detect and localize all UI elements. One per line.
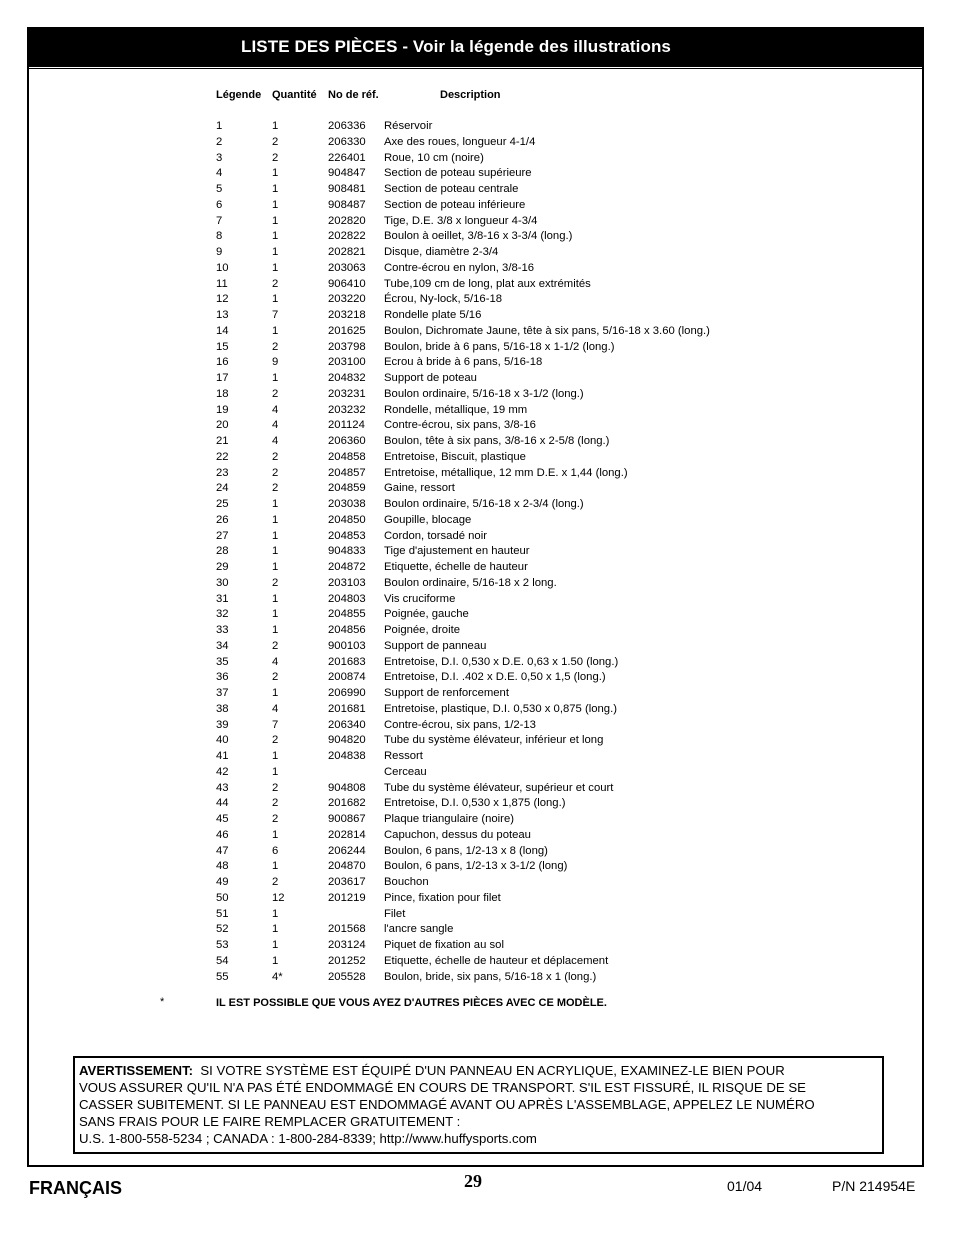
cell-quantity: 1 — [272, 860, 279, 873]
cell-quantity: 1 — [272, 513, 279, 526]
cell-quantity: 1 — [272, 592, 279, 605]
cell-quantity: 1 — [272, 372, 279, 384]
cell-legend: 40 — [216, 734, 229, 747]
cell-quantity: 1 — [272, 923, 279, 936]
cell-legend: 51 — [216, 907, 229, 920]
cell-ref: 906410 — [328, 277, 366, 290]
page-title: LISTE DES PIÈCES - Voir la légende des illustrations — [241, 37, 671, 56]
cell-ref: 204856 — [328, 624, 366, 636]
cell-legend: 19 — [216, 403, 229, 416]
cell-description: Entretoise, Biscuit, plastique — [384, 450, 526, 463]
cell-ref: 900103 — [328, 639, 366, 652]
footer-language: FRANÇAIS — [29, 1178, 122, 1198]
cell-quantity: 1 — [272, 120, 279, 132]
cell-description: Tube du système élévateur, supérieur et court — [384, 781, 614, 794]
cell-ref: 204872 — [328, 561, 366, 573]
cell-description: Ressort — [384, 750, 423, 762]
cell-ref: 204803 — [328, 592, 366, 605]
cell-description: Entretoise, métallique, 12 mm D.E. x 1,44 (long.) — [384, 466, 628, 479]
cell-quantity: 1 — [272, 183, 279, 195]
cell-quantity: 4 — [272, 419, 279, 432]
cell-legend: 20 — [216, 419, 229, 432]
cell-legend: 36 — [216, 671, 229, 684]
cell-ref: 202820 — [328, 214, 366, 227]
cell-ref: 908487 — [328, 198, 366, 211]
cell-quantity: 1 — [272, 608, 279, 621]
cell-ref: 904847 — [328, 167, 366, 180]
cell-description: Capuchon, dessus du poteau — [384, 828, 531, 841]
cell-ref: 201568 — [328, 923, 366, 936]
cell-quantity: 4* — [272, 970, 283, 983]
warning-line-4: SANS FRAIS POUR LE FAIRE REMPLACER GRATUITEMENT : — [79, 1114, 461, 1129]
cell-legend: 11 — [216, 277, 228, 290]
cell-legend: 29 — [216, 561, 229, 573]
cell-legend: 23 — [216, 466, 229, 479]
cell-legend: 37 — [216, 687, 229, 699]
cell-quantity: 7 — [272, 309, 279, 321]
cell-ref: 205528 — [328, 970, 366, 983]
cell-legend: 45 — [216, 813, 229, 825]
cell-description: Entretoise, D.I. 0,530 x 1,875 (long.) — [384, 797, 566, 810]
cell-legend: 1 — [216, 120, 223, 132]
cell-ref: 204855 — [328, 608, 366, 621]
cell-description: Boulon, Dichromate Jaune, tête à six pans, 5/16-18 x 3.60 (long.) — [384, 324, 710, 337]
cell-legend: 43 — [216, 781, 229, 794]
cell-ref: 203038 — [328, 498, 366, 510]
cell-legend: 31 — [216, 592, 229, 605]
cell-ref: 206336 — [328, 120, 366, 132]
cell-quantity: 1 — [272, 954, 279, 967]
cell-description: Boulon, 6 pans, 1/2-13 x 8 (long) — [384, 844, 548, 857]
cell-ref: 201124 — [328, 419, 365, 432]
cell-description: Filet — [384, 907, 406, 920]
header-description: Description — [440, 89, 501, 101]
cell-description: Poignée, gauche — [384, 608, 469, 621]
cell-description: Ecrou à bride à 6 pans, 5/16-18 — [384, 356, 543, 369]
header-quantity: Quantité — [272, 89, 317, 101]
cell-quantity: 2 — [272, 277, 279, 290]
cell-quantity: 12 — [272, 891, 285, 904]
cell-legend: 8 — [216, 230, 223, 243]
cell-quantity: 1 — [272, 750, 279, 762]
cell-legend: 53 — [216, 939, 229, 951]
cell-ref: 201683 — [328, 655, 366, 668]
cell-quantity: 2 — [272, 813, 279, 825]
cell-description: Entretoise, D.I. 0,530 x D.E. 0,63 x 1.50 (long.) — [384, 655, 619, 668]
cell-quantity: 1 — [272, 230, 279, 243]
cell-quantity: 1 — [272, 939, 279, 951]
cell-description: Entretoise, plastique, D.I. 0,530 x 0,875 (long.) — [384, 702, 617, 715]
cell-description: Pince, fixation pour filet — [384, 891, 501, 904]
cell-legend: 27 — [216, 529, 229, 542]
cell-description: Boulon, bride à 6 pans, 5/16-18 x 1-1/2 (long.) — [384, 340, 615, 353]
cell-quantity: 2 — [272, 781, 279, 794]
cell-quantity: 2 — [272, 482, 279, 495]
cell-ref: 203617 — [328, 876, 366, 888]
cell-ref: 203232 — [328, 403, 366, 416]
cell-legend: 33 — [216, 624, 229, 636]
cell-description: Axe des roues, longueur 4-1/4 — [384, 135, 536, 148]
cell-ref: 204850 — [328, 513, 366, 526]
cell-legend: 44 — [216, 797, 229, 810]
cell-ref: 908481 — [328, 183, 366, 195]
cell-legend: 52 — [216, 923, 229, 936]
cell-description: Boulon à oeillet, 3/8-16 x 3-3/4 (long.) — [384, 230, 573, 243]
cell-legend: 49 — [216, 876, 229, 888]
cell-ref: 226401 — [328, 151, 366, 164]
cell-legend: 25 — [216, 498, 229, 510]
cell-legend: 47 — [216, 844, 229, 857]
cell-quantity: 9 — [272, 356, 279, 369]
footnote-mark: * — [160, 996, 165, 1008]
cell-description: Vis cruciforme — [384, 592, 456, 605]
cell-description: Écrou, Ny-lock, 5/16-18 — [384, 293, 503, 306]
cell-ref: 204838 — [328, 750, 366, 762]
footnote-text: IL EST POSSIBLE QUE VOUS AYEZ D'AUTRES PIÈCES AVEC CE MODÈLE. — [216, 997, 607, 1009]
cell-quantity: 1 — [272, 529, 279, 542]
cell-description: Entretoise, D.I. .402 x D.E. 0,50 x 1,5 (long.) — [384, 671, 606, 684]
cell-description: Piquet de fixation au sol — [384, 939, 504, 951]
cell-legend: 2 — [216, 135, 223, 148]
cell-description: Rondelle, métallique, 19 mm — [384, 403, 528, 416]
cell-quantity: 1 — [272, 545, 279, 558]
cell-quantity: 1 — [272, 907, 279, 920]
cell-description: Boulon ordinaire, 5/16-18 x 2 long. — [384, 576, 557, 589]
cell-ref: 201681 — [328, 702, 366, 715]
cell-legend: 18 — [216, 387, 229, 400]
cell-legend: 12 — [216, 293, 229, 306]
cell-legend: 4 — [216, 167, 223, 180]
cell-legend: 16 — [216, 356, 229, 369]
cell-legend: 42 — [216, 765, 229, 778]
cell-description: Section de poteau centrale — [384, 183, 519, 195]
cell-quantity: 2 — [272, 797, 279, 810]
cell-legend: 54 — [216, 954, 229, 967]
cell-legend: 46 — [216, 828, 229, 841]
cell-quantity: 2 — [272, 576, 279, 589]
cell-ref: 201219 — [328, 891, 366, 904]
cell-legend: 41 — [216, 750, 229, 762]
cell-legend: 24 — [216, 482, 229, 495]
cell-quantity: 1 — [272, 624, 279, 636]
cell-legend: 28 — [216, 545, 229, 558]
cell-legend: 3 — [216, 151, 223, 164]
cell-description: Plaque triangulaire (noire) — [384, 813, 514, 825]
cell-description: Contre-écrou, six pans, 1/2-13 — [384, 718, 536, 731]
cell-description: Tige, D.E. 3/8 x longueur 4-3/4 — [384, 214, 538, 227]
cell-ref: 206340 — [328, 718, 366, 731]
warning-text-1: SI VOTRE SYSTÈME EST ÉQUIPÉ D'UN PANNEAU EN ACRYLIQUE, EXAMINEZ-LE BIEN POUR — [200, 1063, 785, 1078]
cell-ref: 904833 — [328, 545, 366, 558]
cell-quantity: 2 — [272, 340, 279, 353]
title-bar — [29, 29, 922, 70]
cell-description: Réservoir — [384, 120, 433, 132]
cell-description: Section de poteau supérieure — [384, 167, 532, 180]
cell-ref: 202822 — [328, 230, 366, 243]
cell-description: Boulon, tête à six pans, 3/8-16 x 2-5/8 (long.) — [384, 435, 610, 447]
cell-quantity: 4 — [272, 435, 279, 447]
cell-quantity: 1 — [272, 828, 279, 841]
warning-box — [73, 1056, 884, 1154]
cell-quantity: 1 — [272, 293, 279, 306]
cell-description: Tube du système élévateur, inférieur et long — [384, 734, 604, 747]
cell-description: Section de poteau inférieure — [384, 198, 526, 211]
cell-description: Boulon ordinaire, 5/16-18 x 2-3/4 (long.) — [384, 498, 584, 510]
cell-legend: 30 — [216, 576, 229, 589]
cell-legend: 10 — [216, 261, 229, 274]
cell-ref: 203103 — [328, 576, 366, 589]
cell-description: Tige d'ajustement en hauteur — [384, 545, 530, 558]
cell-legend: 15 — [216, 340, 229, 353]
cell-legend: 50 — [216, 891, 229, 904]
cell-legend: 48 — [216, 860, 229, 873]
cell-quantity: 2 — [272, 639, 279, 652]
cell-ref: 201252 — [328, 954, 366, 967]
cell-quantity: 4 — [272, 403, 279, 416]
cell-legend: 34 — [216, 639, 229, 652]
cell-description: Boulon, bride, six pans, 5/16-18 x 1 (long.) — [384, 970, 597, 983]
cell-legend: 35 — [216, 655, 229, 668]
warning-line-3: CASSER SUBITEMENT. SI LE PANNEAU EST ENDOMMAGÉ AVANT OU APRÈS L'ASSEMBLAGE, APPELEZ LE NUMÉRO — [79, 1097, 815, 1112]
cell-description: Support de renforcement — [384, 687, 509, 699]
cell-ref: 904808 — [328, 781, 366, 794]
cell-description: Disque, diamètre 2-3/4 — [384, 246, 499, 258]
cell-quantity: 2 — [272, 135, 279, 148]
cell-quantity: 4 — [272, 655, 279, 668]
cell-quantity: 2 — [272, 387, 279, 400]
cell-legend: 26 — [216, 513, 229, 526]
cell-ref: 202821 — [328, 246, 366, 258]
cell-quantity: 2 — [272, 151, 279, 164]
cell-ref: 200874 — [328, 671, 366, 684]
page-number: 29 — [464, 1171, 482, 1191]
cell-ref: 904820 — [328, 734, 366, 747]
cell-description: Rondelle plate 5/16 — [384, 309, 482, 321]
cell-legend: 22 — [216, 450, 229, 463]
cell-ref: 204832 — [328, 372, 366, 384]
cell-description: l'ancre sangle — [384, 923, 454, 936]
cell-legend: 5 — [216, 183, 223, 195]
cell-quantity: 1 — [272, 198, 279, 211]
cell-description: Contre-écrou en nylon, 3/8-16 — [384, 261, 535, 274]
cell-ref: 206360 — [328, 435, 366, 447]
cell-ref: 204853 — [328, 529, 366, 542]
warning-line-2: VOUS ASSURER QU'IL N'A PAS ÉTÉ ENDOMMAGÉ EN COURS DE TRANSPORT. S'IL EST FISSURÉ, IL RISQUE DE SE — [79, 1080, 806, 1095]
cell-legend: 55 — [216, 970, 229, 983]
cell-quantity: 2 — [272, 734, 279, 747]
cell-quantity: 4 — [272, 702, 279, 715]
cell-description: Contre-écrou, six pans, 3/8-16 — [384, 419, 536, 432]
cell-quantity: 2 — [272, 876, 279, 888]
cell-quantity: 1 — [272, 498, 279, 510]
cell-description: Goupille, blocage — [384, 513, 472, 526]
cell-ref: 203220 — [328, 293, 366, 306]
cell-quantity: 1 — [272, 765, 279, 778]
footer-date: 01/04 — [727, 1178, 763, 1194]
header-ref: No de réf. — [328, 89, 379, 101]
cell-legend: 39 — [216, 718, 229, 731]
cell-ref: 202814 — [328, 828, 366, 841]
cell-quantity: 1 — [272, 214, 279, 227]
cell-description: Tube,109 cm de long, plat aux extrémités — [384, 277, 591, 290]
cell-ref: 201682 — [328, 797, 366, 810]
cell-quantity: 2 — [272, 671, 279, 684]
cell-description: Support de panneau — [384, 639, 487, 652]
cell-legend: 32 — [216, 608, 229, 621]
cell-legend: 38 — [216, 702, 229, 715]
cell-ref: 203218 — [328, 309, 366, 321]
cell-legend: 21 — [216, 435, 229, 447]
cell-legend: 7 — [216, 214, 223, 227]
cell-ref: 203124 — [328, 939, 366, 951]
cell-quantity: 2 — [272, 450, 279, 463]
cell-ref: 203798 — [328, 340, 366, 353]
cell-description: Roue, 10 cm (noire) — [384, 151, 484, 164]
cell-quantity: 2 — [272, 466, 279, 479]
cell-description: Bouchon — [384, 876, 429, 888]
header-legend: Légende — [216, 89, 262, 101]
cell-quantity: 7 — [272, 718, 279, 731]
cell-description: Boulon, 6 pans, 1/2-13 x 3-1/2 (long) — [384, 860, 568, 873]
cell-description: Cordon, torsadé noir — [384, 529, 487, 542]
cell-quantity: 1 — [272, 324, 279, 337]
cell-legend: 6 — [216, 198, 223, 211]
cell-ref: 206330 — [328, 135, 366, 148]
cell-legend: 14 — [216, 324, 229, 337]
cell-quantity: 1 — [272, 167, 279, 180]
cell-description: Etiquette, échelle de hauteur et déplacement — [384, 954, 609, 967]
cell-ref: 204870 — [328, 860, 366, 873]
cell-ref: 900867 — [328, 813, 366, 825]
cell-description: Boulon ordinaire, 5/16-18 x 3-1/2 (long.) — [384, 387, 584, 400]
cell-ref: 203231 — [328, 387, 366, 400]
warning-label: AVERTISSEMENT: — [79, 1063, 194, 1078]
cell-quantity: 6 — [272, 844, 279, 857]
cell-quantity: 1 — [272, 261, 279, 274]
part-number: P/N 214954E — [832, 1178, 916, 1194]
cell-ref: 204858 — [328, 450, 366, 463]
cell-description: Support de poteau — [384, 372, 477, 384]
cell-description: Etiquette, échelle de hauteur — [384, 561, 528, 573]
cell-legend: 17 — [216, 372, 229, 384]
cell-quantity: 1 — [272, 687, 279, 699]
warning-line-5: U.S. 1-800-558-5234 ; CANADA : 1-800-284-8339; http://www.huffysports.com — [79, 1131, 537, 1146]
cell-description: Gaine, ressort — [384, 482, 455, 495]
cell-quantity: 1 — [272, 246, 279, 258]
cell-ref: 201625 — [328, 324, 366, 337]
cell-quantity: 1 — [272, 561, 279, 573]
cell-legend: 9 — [216, 246, 223, 258]
cell-ref: 204859 — [328, 482, 366, 495]
warning-line-1 — [79, 1062, 878, 1079]
cell-ref: 204857 — [328, 466, 366, 479]
cell-legend: 13 — [216, 309, 229, 321]
cell-ref: 206244 — [328, 844, 366, 857]
cell-ref: 203063 — [328, 261, 366, 274]
cell-ref: 206990 — [328, 687, 366, 699]
cell-description: Poignée, droite — [384, 624, 460, 636]
cell-description: Cerceau — [384, 765, 427, 778]
cell-ref: 203100 — [328, 356, 366, 369]
